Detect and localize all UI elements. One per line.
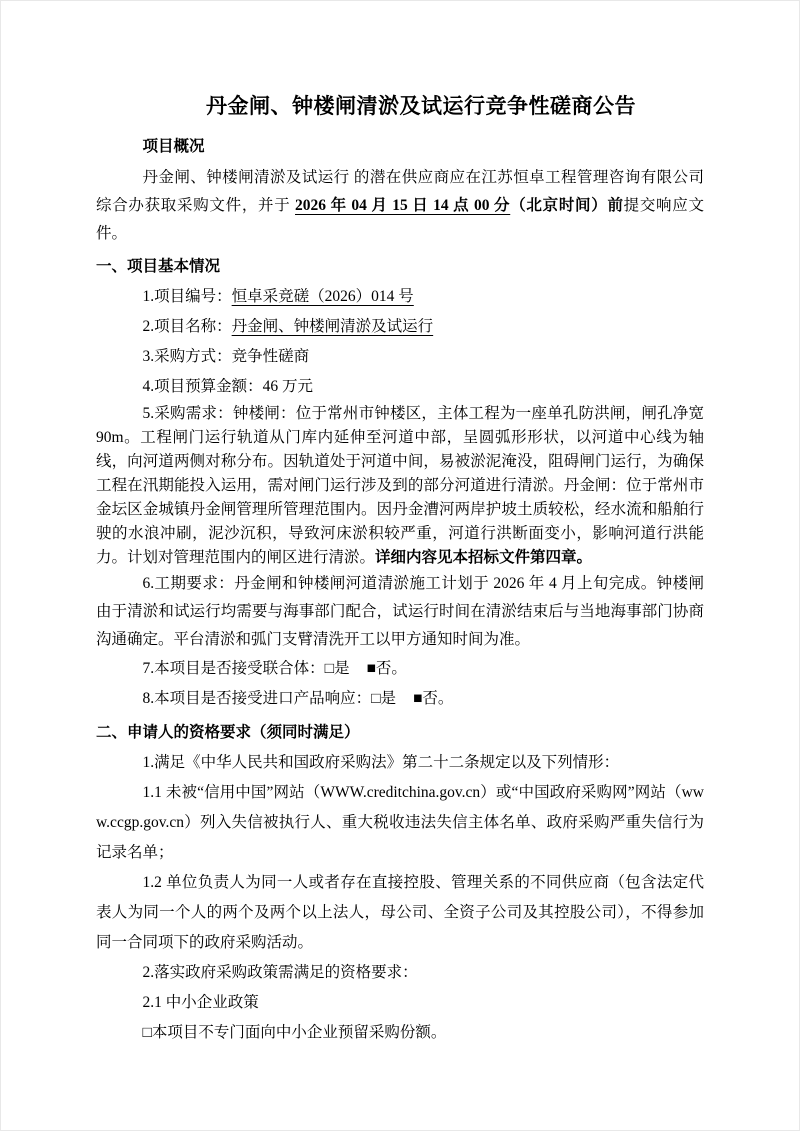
qualification-item-1: 1.满足《中华人民共和国政府采购法》第二十二条规定以及下列情形： <box>142 754 620 771</box>
submission-deadline: 2026 年 04 月 15 日 14 点 00 分 <box>295 197 511 214</box>
budget-item: 4.项目预算金额：46 万元 <box>142 378 314 395</box>
section-1-heading: 一、项目基本情况 <box>96 258 221 275</box>
requirements-detail-note: 详细内容见本招标文件第四章。 <box>375 549 593 566</box>
project-name-item <box>96 312 704 342</box>
requirements-body: 5.采购需求：钟楼闸：位于常州市钟楼区，主体工程为一座单孔防洪闸，闸孔净宽 90m。工程闸门运行轨道从门库内延伸至河道中部，呈圆弧形形状，以河道中心线为轴线，向河道两侧对称分布。因轨道处于河道中间，易被淤泥淹没，阻碍闸门运行，为确保工程在汛期能投入运用，需对闸门运行涉及到的部分河道进行清淤。丹金闸：位于常州市金坛区金城镇丹金闸管理所管理范围内。因丹金漕河两岸护坡土质较松，经水流和船舶行驶的水浪冲刷，泥沙沉积，导致河床淤积较严重，河道行洪断面变小，影响河道行洪能力。计划对管理范围内的闸区进行清淤。 <box>96 405 704 566</box>
deadline-timezone: （北京时间）前 <box>510 197 624 214</box>
procurement-method-item: 3.采购方式：竞争性磋商 <box>142 348 310 365</box>
consortium-label: 7.本项目是否接受联合体： <box>142 660 325 677</box>
consortium-no-checkbox: ■否。 <box>366 660 407 677</box>
intro-paragraph <box>96 164 704 248</box>
intro-lead-text: 丹金闸、钟楼闸清淤及试运行 的潜在供应商应在江苏恒卓工程管理咨询有限公司综合办获取采购文件，并于 <box>96 169 704 214</box>
import-products-item <box>96 684 704 714</box>
project-name-value: 丹金闸、钟楼闸清淤及试运行 <box>231 318 434 335</box>
sme-policy-item: 2.1 中小企业政策 <box>142 994 259 1011</box>
import-yes-checkbox: □是 <box>371 690 397 707</box>
schedule-item: 6.工期要求：丹金闸和钟楼闸河道清淤施工计划于 2026 年 4 月上旬完成。钟楼闸由于清淤和试运行均需要与海事部门配合，试运行时间在清淤结束后与当地海事部门协商沟通确定。平台清淤和弧门支臂清洗开工以甲方通知时间为准。 <box>96 575 704 648</box>
qualification-item-1-1: 1.1 未被“信用中国”网站（WWW.creditchina.gov.cn）或“中国政府采购网”网站（www.ccgp.gov.cn）列入失信被执行人、重大税收违法失信主体名单、政府采购严重失信行为记录名单； <box>96 784 704 861</box>
project-number-label: 1.项目编号： <box>142 288 232 305</box>
overview-heading: 项目概况 <box>142 138 205 155</box>
consortium-yes-checkbox: □是 <box>324 660 350 677</box>
import-products-label: 8.本项目是否接受进口产品响应： <box>142 690 372 707</box>
intro-tail-text: 提交响应文件。 <box>96 197 704 242</box>
procurement-requirements-item <box>96 402 704 570</box>
sme-reserve-item: □本项目不专门面向中小企业预留采购份额。 <box>142 1024 447 1041</box>
document-content <box>1 1 799 1048</box>
project-number-value: 恒卓采竞磋（2026）014 号 <box>231 288 414 305</box>
consortium-item <box>96 654 704 684</box>
section-2-heading: 二、申请人的资格要求（须同时满足） <box>96 724 360 741</box>
qualification-item-1-2: 1.2 单位负责人为同一人或者存在直接控股、管理关系的不同供应商（包含法定代表人为同一个人的两个及两个以上法人，母公司、全资子公司及其控股公司），不得参加同一合同项下的政府采购活动。 <box>96 874 704 951</box>
page-title: 丹金闸、钟楼闸清淤及试运行竞争性磋商公告 <box>206 94 636 118</box>
project-name-label: 2.项目名称： <box>142 318 232 335</box>
import-no-checkbox: ■否。 <box>413 690 454 707</box>
project-number-item <box>96 282 704 312</box>
qualification-item-2: 2.落实政府采购政策需满足的资格要求： <box>142 964 418 981</box>
